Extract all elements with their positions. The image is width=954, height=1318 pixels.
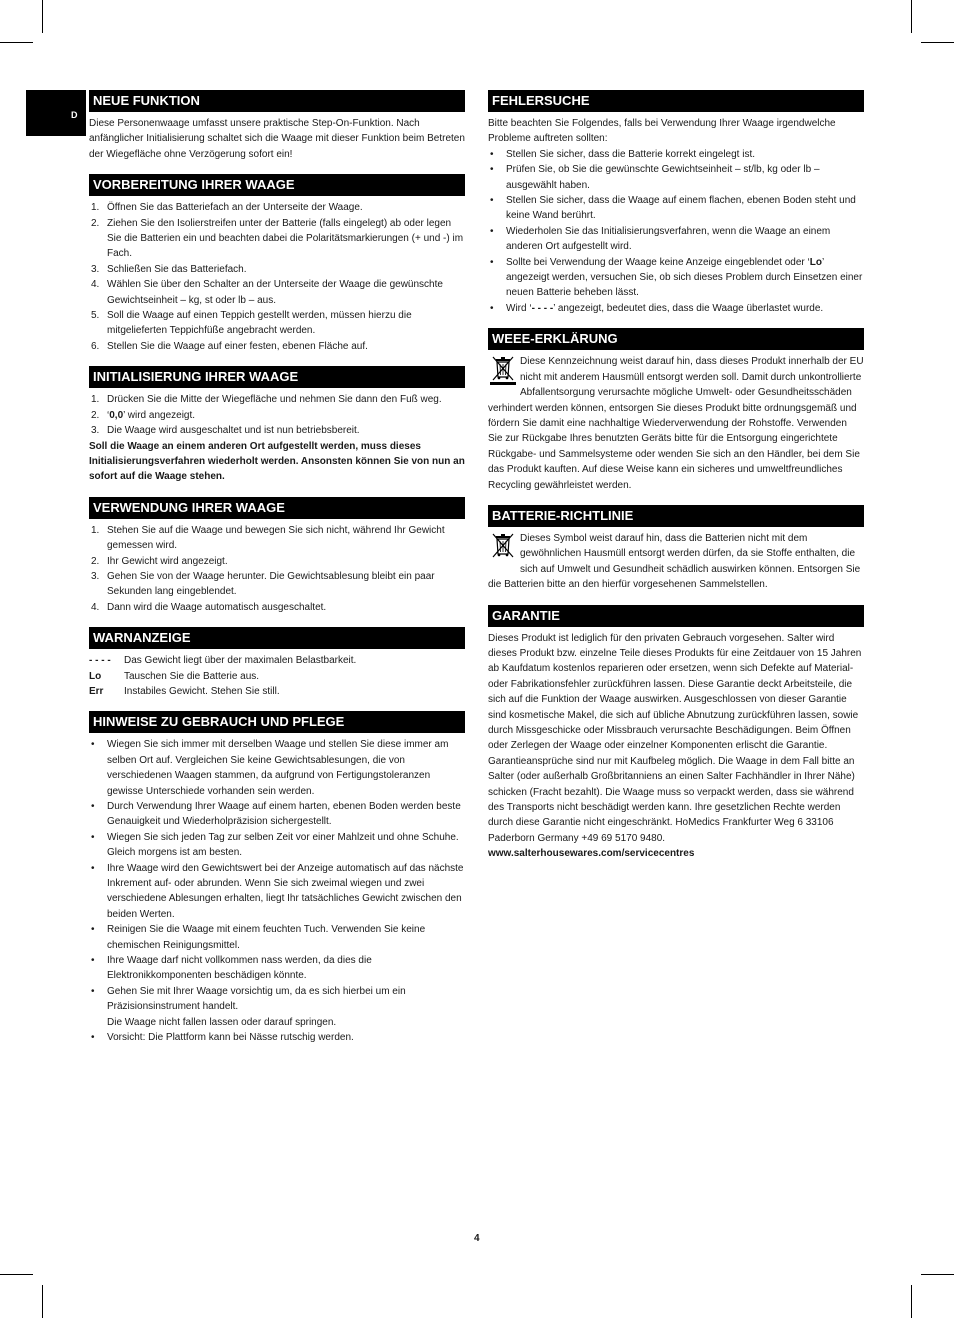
list-item [89,523,465,554]
list-item-text: Gehen Sie von der Waage herunter. Die Gewichtsablesung bleibt ein paar Sekunden lang eingeblendet. [107,570,435,598]
list-number: 6. [91,340,100,352]
display-value: 0,0 [109,409,124,421]
bullet-icon: • [490,164,494,176]
section-intro: Bitte beachten Sie Folgendes, falls bei Verwendung Ihrer Waage irgendwelche Probleme auftreten sollten: [488,118,836,145]
crop-mark [42,0,43,33]
list-item-text: Wiegen Sie sich jeden Tag zur selben Zeit vor einer Mahlzeit und ohne Schuhe. Gleich morgens ist am besten. [107,831,459,859]
bullet-icon: • [91,985,95,997]
section-verwendung [89,497,465,615]
bullet-icon: • [91,1032,95,1044]
quote-open: ‘ [107,409,110,421]
section-batterie [488,505,864,593]
list-item-text: Die Waage wird ausgeschaltet und ist nun betriebsbereit. [107,425,360,437]
crop-mark [921,42,954,43]
section-heading: BATTERIE-RICHTLINIE [488,505,864,527]
bullet-icon: • [91,862,95,874]
section-heading: FEHLERSUCHE [488,90,864,112]
bullet-icon: • [91,924,95,936]
section-heading: NEUE FUNKTION [89,90,465,112]
section-text: Dieses Symbol weist darauf hin, dass die Batterien nicht mit dem gewöhnlichen Hausmüll entsorgt werden dürfen, da sie Stoffe enthalten, die sich auf Umwelt und Gesundheit schädlich auswirken können. Entsorgen Sie die Batterien bitte an den hierfür vorgesehenen Sammelstellen. [488,532,861,591]
list-item [89,861,465,923]
list-number: 3. [91,570,100,582]
list-item-text: Drücken Sie die Mitte der Wiegefläche und nehmen Sie dann den Fuß weg. [107,394,442,406]
list-item-text: Wird ‘ [506,302,532,314]
list-item-text: Gehen Sie mit Ihrer Waage vorsichtig um, da es sich hierbei um ein Präzisionsinstrument handelt. [107,985,406,1013]
bullet-icon: • [91,831,95,843]
list-number: 1. [91,202,100,214]
crop-mark [0,42,33,43]
list-item [89,308,465,339]
list-item-text: Schließen Sie das Batteriefach. [107,263,247,275]
list-item-text: Soll die Waage auf einen Teppich gestellt werden, müssen hierzu die mitgelieferten Teppichfüße angebracht werden. [107,310,412,337]
warning-list [89,653,465,699]
section-heading: INITIALISIERUNG IHRER WAAGE [89,366,465,388]
section-text: Dieses Produkt ist lediglich für den privaten Gebrauch vorgesehen. Salter wird dieses Produkt bzw. einzelne Teile dieses Produkts für eine Zeitdauer von 15 Jahren ab Kaufdatum kostenlos reparieren oder ersetzen, wenn sich Defekte auf Material- oder Fabrikationsfehler zurückführen lassen. Diese Garantie deckt Arbeitsteile, die sich auf die Funktion der Waage auswirken. Ausgeschlossen von dieser Garantie sind kosmetische Makel, die sich auf übliche Abnutzung zurückführen lassen, sowie durch Missgeschicke oder Missbrauch verursachte Beschädigungen. Beim Öffnen oder Zerlegen der Waage oder einzelner Komponenten erlischt die Garantie. Garantieansprüche sind nur mit Kaufbeleg möglich. Die Waage in dem Fall bitte an Salter (oder außerhalb Großbritanniens an einen Salter Fachhändler in Ihrer Nähe) schicken (Fracht bezahlt). Die Waage muss so verpackt werden, dass sie während des Transports nicht beschädigt werden kann. Ihre gesetzlichen Rechte werden durch diese Garantie nicht eingeschränkt. HoMedics Frankfurter Weg 6 33106 Paderborn Germany +49 69 5170 9480. [488,632,862,844]
list-item-text: Prüfen Sie, ob Sie die gewünschte Gewichtseinheit – st/lb, kg oder lb – ausgewählt haben. [506,164,820,191]
section-heading: WEEE-ERKLÄRUNG [488,328,864,350]
list-item [89,830,465,861]
warning-code: - - - - [89,655,111,667]
section-warnanzeige [89,627,465,699]
list-item: 3. Die Waage wird ausgeschaltet und ist nun betriebsbereit. [91,425,360,437]
crossed-bin-icon [488,532,518,562]
section-hinweise [89,711,465,1045]
list-item-text: Stehen Sie auf die Waage und bewegen Sie sich nicht, während Ihr Gewicht gemessen wird. [107,524,445,552]
warning-row [89,669,465,684]
list-item-text: Durch Verwendung Ihrer Waage auf einem harten, ebenen Boden werden beste Genauigkeit und Wiederholpräzision sichergestellt. [107,801,461,828]
list-item [89,953,465,984]
warning-description: Instabiles Gewicht. Stehen Sie still. [124,685,280,697]
section-heading: GARANTIE [488,605,864,627]
list-number: 4. [91,279,100,291]
list-item [89,262,465,277]
bullet-list [488,255,864,317]
warning-description: Das Gewicht liegt über der maximalen Belastbarkeit. [124,655,357,667]
initialisierung-note: Soll die Waage an einem anderen Ort aufgestellt werden, muss dieses Initialisierungsverfahren wiederholt werden. Ansonsten können Sie von nun an sofort auf die Waage stehen. [89,440,465,483]
list-item [89,569,465,600]
list-item-text: Öffnen Sie das Batteriefach an der Unterseite der Waage. [107,202,363,214]
list-item: • Sollte bei Verwendung der Waage keine Anzeige eingeblendet oder ‘Lo’ angezeigt werden, versuchen Sie, ob sich dieses Problem durch Einsetzen einer neuen Batterie beheben lässt. [490,256,863,299]
list-item-text: Stellen Sie sicher, dass die Batterie korrekt eingelegt ist. [506,148,756,160]
list-number: 3. [91,263,100,275]
section-text: Diese Personenwaage umfasst unsere praktische Step-On-Funktion. Nach anfänglicher Initialisierung schaltet sich die Waage mit dieser Funktion beim Betreten der Wiegefläche ohne Verzögerung sofort ein! [89,118,465,160]
right-column [488,90,864,874]
section-vorbereitung [89,174,465,354]
list-item [488,162,864,193]
list-item-text [107,410,195,421]
bullet-icon: • [91,739,95,751]
bullet-icon: • [91,801,95,812]
list-item-text: Reinigen Sie die Waage mit einem feuchten Tuch. Verwenden Sie keine chemischen Reinigungsmittel. [107,924,426,951]
warning-row [89,653,465,668]
section-heading: HINWEISE ZU GEBRAUCH UND PFLEGE [89,711,465,733]
list-number: 1. [91,524,100,536]
warning-code: Err [89,685,104,697]
list-number: 4. [91,601,100,613]
list-item-text: Ihre Waage wird den Gewichtswert bei der Anzeige automatisch auf das nächste Inkrement auf- oder abrunden. Wenn Sie sich zweimal wiegen und zwei verschiedene Ablesungen erhalten, liegt Ihr tatsächliches Gewicht zwischen den beiden Werten. [107,862,464,920]
crop-mark [42,1285,43,1318]
list-item [89,216,465,262]
page-number: 4 [474,1233,480,1244]
numbered-list [89,523,465,615]
list-item-text: Ihre Waage darf nicht vollkommen nass werden, da dies die Elektronikkomponenten beschädigen könnte. [107,955,372,982]
list-item [488,224,864,255]
list-item [89,799,465,830]
warning-row [89,684,465,699]
list-item-extra: Die Waage nicht fallen lassen oder darauf springen. [107,1016,337,1028]
list-item [89,200,465,215]
list-item-text: Vorsicht: Die Plattform kann bei Nässe rutschig werden. [107,1032,354,1044]
list-item [89,1030,465,1045]
list-item: 2. ‘0,0’ wird angezeigt. [91,409,196,421]
list-item [89,737,465,799]
crop-mark [911,0,912,33]
list-item-text: Ihr Gewicht wird angezeigt. [107,555,228,567]
section-text: Diese Kennzeichnung weist darauf hin, dass dieses Produkt innerhalb der EU nicht mit anderem Hausmüll entsorgt werden soll. Damit durch unkontrollierte Abfallentsorgung verursachte mögliche Umwelt- oder Gesundheitsschäden verhindert werden können, entsorgen Sie dieses Produkt bitte ordnungsgemäß und fördern Sie damit eine nachhaltige Wiederverwendung der Rohstoffe. Verwenden Sie zur Rückgabe Ihres benutzten Geräts bitte für die Entsorgung eingerichtete Rückgabe- und Sammelsysteme oder wenden Sie sich an den Händler, bei dem Sie das Produkt kauften. Auf diese Weise kann ein sicheres und umweltfreundliches Recycling gewährleistet werden. [488,356,864,491]
section-weee [488,328,864,493]
display-value: Lo [809,256,822,268]
language-tab [26,90,86,136]
list-number: 5. [91,310,100,322]
bullet-icon: • [490,148,494,160]
section-heading: VORBEREITUNG IHRER WAAGE [89,174,465,196]
list-number: 2. [91,555,100,567]
language-tab-label: D [71,110,78,120]
section-heading: WARNANZEIGE [89,627,465,649]
list-item [488,193,864,224]
list-item-rest: ’ angezeigt werden, versuchen Sie, ob sich dieses Problem durch Einsetzen einer neuen Batterie beheben lässt. [506,256,863,299]
list-item-text: Stellen Sie sicher, dass die Waage auf einem flachen, ebenen Boden steht und keine Wand berührt. [506,195,856,222]
section-fehlersuche [488,90,864,316]
list-item-text: Stellen Sie die Waage auf einer festen, ebenen Fläche auf. [107,340,368,352]
service-centres-link[interactable]: www.salterhousewares.com/servicecentres [488,848,695,860]
crop-mark [921,1274,954,1275]
list-item [89,554,465,569]
bullet-icon: • [490,195,494,207]
left-column [89,90,465,1058]
list-item-text: Wiederholen Sie das Initialisierungsverfahren, wenn die Waage an einem anderen Ort aufgestellt wird. [506,225,831,253]
list-item [89,600,465,615]
bullet-list [89,737,465,1045]
section-initialisierung [89,366,465,484]
bullet-icon: • [91,955,95,967]
bullet-list [488,147,864,255]
crop-mark [0,1274,33,1275]
section-heading: VERWENDUNG IHRER WAAGE [89,497,465,519]
warning-description: Tauschen Sie die Batterie aus. [124,670,260,682]
crop-mark [911,1285,912,1318]
display-value: - - - - [531,302,554,314]
list-item [89,984,465,1030]
list-item [89,277,465,308]
crossed-bin-icon [488,355,518,385]
list-item: 1. Drücken Sie die Mitte der Wiegefläche und nehmen Sie dann den Fuß weg. [91,394,442,406]
numbered-list [89,392,465,438]
list-item [89,339,465,354]
bullet-icon: • [490,225,494,237]
section-garantie [488,605,864,862]
list-item-text: Sollte bei Verwendung der Waage keine Anzeige eingeblendet oder ‘ [506,256,810,268]
list-item [488,147,864,162]
list-item-text: Wiegen Sie sich immer mit derselben Waage und stellen Sie diese immer am selben Ort auf. Vergleichen Sie keine Gewichtsablesungen, die von verschiedenen Waagen stammen, da aufgrund von Fertigungstoleranzen gewisse Unterschiede vorhanden sein werden. [107,739,449,797]
list-item-text: Ziehen Sie den Isolierstreifen unter der Batterie (falls eingelegt) ab oder legen Sie die Batterien ein und beachten dabei die Polaritätsmarkierungen (+ und -) im Fach. [107,217,464,260]
list-item-text: Dann wird die Waage automatisch ausgeschaltet. [107,601,327,613]
warning-code: Lo [89,670,102,682]
list-item: • Wird ‘- - - -’ angezeigt, bedeutet dies, dass die Waage überlastet wurde. [490,302,824,314]
numbered-list [89,200,465,354]
list-item-rest: ’ wird angezeigt. [123,409,196,421]
list-number: 2. [91,217,100,229]
section-neue-funktion [89,90,465,162]
list-item [89,922,465,953]
list-item-rest: ’ angezeigt, bedeutet dies, dass die Waage überlastet wurde. [553,302,824,314]
list-item-text: Wählen Sie über den Schalter an der Unterseite der Waage die gewünschte Gewichtseinheit – kg, st oder lb – aus. [107,279,443,306]
